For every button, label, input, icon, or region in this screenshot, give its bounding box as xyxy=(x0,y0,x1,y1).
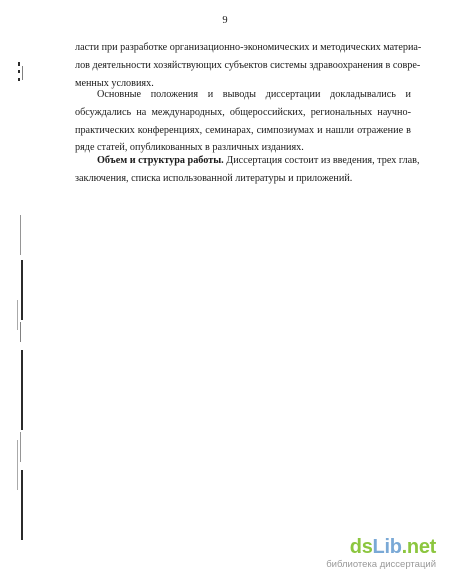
paragraph-line: обсуждались на международных, общероссийских, региональных научно- xyxy=(75,106,411,118)
paragraph-continuation xyxy=(75,39,422,92)
scan-edge-artifacts xyxy=(0,0,40,582)
paragraph-line: лов деятельности хозяйствующих субъектов системы здравоохранения в совре- xyxy=(75,59,421,71)
logo-net: .net xyxy=(401,536,436,558)
structure-heading: Объем и структура работы. xyxy=(97,155,224,166)
logo-lib: Lib xyxy=(372,536,402,558)
paragraph-line xyxy=(75,152,420,170)
structure-text: Диссертация состоит из введения, трех глав, xyxy=(223,155,420,166)
paragraph-structure xyxy=(75,152,420,188)
page-number: 9 xyxy=(222,15,228,26)
paragraph-line: Основные положения и выводы диссертации докладывались и xyxy=(97,89,411,100)
paragraph-line: ласти при разработке организационно-экономических и методических материа- xyxy=(75,42,422,53)
paragraph-line: заключения, списка использованной литературы и приложений. xyxy=(75,172,353,184)
paragraph-line: ряде статей, опубликованных в различных изданиях. xyxy=(75,142,304,154)
logo-ds: ds xyxy=(349,536,373,558)
dslib-logo xyxy=(350,536,436,559)
watermark-subtitle: библиотека диссертаций xyxy=(326,559,436,570)
paragraph-approbation xyxy=(75,86,411,157)
paragraph-line: практических конференциях, семинарах, симпозиумах и нашли отражение в xyxy=(75,124,411,136)
paragraph-line: менных условиях. xyxy=(75,77,154,89)
dslib-watermark xyxy=(326,536,436,572)
